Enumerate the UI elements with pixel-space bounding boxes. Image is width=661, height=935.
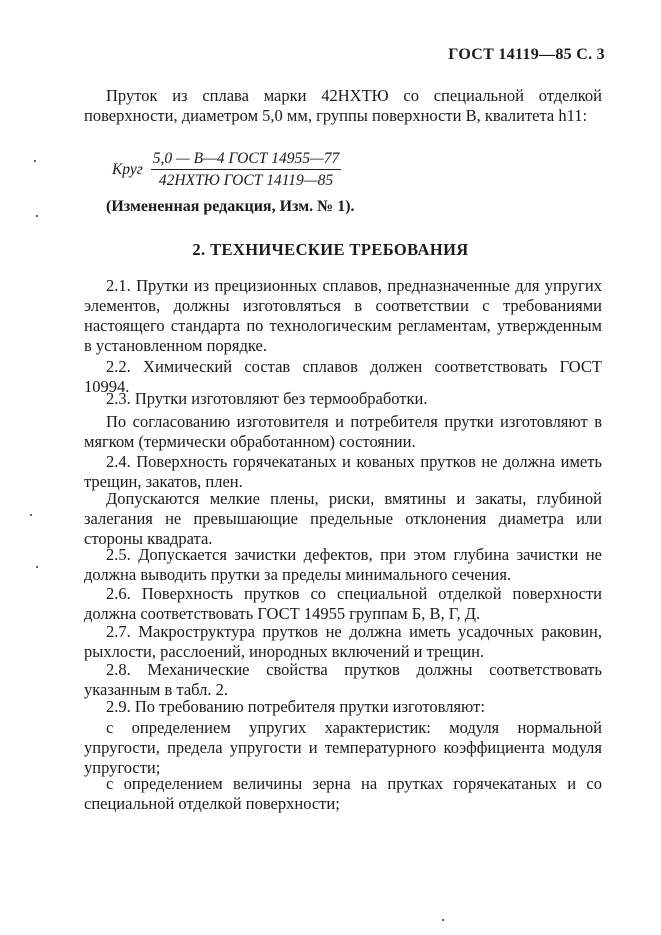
paragraph-2-3-note: По согласованию изготовителя и потребителя прутки изготовляют в мягком (термически обработанном) состоянии. xyxy=(84,412,602,451)
formula-numerator: 5,0 — В—4 ГОСТ 14955—77 xyxy=(151,150,341,170)
formula-fraction xyxy=(151,150,341,190)
paragraph-2-7: 2.7. Макроструктура прутков не должна иметь усадочных раковин, рыхлости, расслоений, инородных включений и трещин. xyxy=(84,622,602,661)
paragraph-2-5: 2.5. Допускается зачистки дефектов, при этом глубина зачистки не должна выводить прутки за пределы минимального сечения. xyxy=(84,545,602,584)
scan-speck xyxy=(30,514,32,516)
designation-formula xyxy=(112,150,341,190)
paragraph-2-8: 2.8. Механические свойства прутков должны соответствовать указанным в табл. 2. xyxy=(84,660,602,699)
formula-denominator: 42НХТЮ ГОСТ 14119—85 xyxy=(158,172,334,189)
paragraph-2-1: 2.1. Прутки из прецизионных сплавов, предназначенные для упругих элементов, должны изготовляться в соответствии с требованиями настоящего стандарта по технологическим регламентам, утвержденным в установленном порядке. xyxy=(84,276,602,355)
section-title: 2. ТЕХНИЧЕСКИЕ ТРЕБОВАНИЯ xyxy=(192,240,469,259)
paragraph-2-9-item-1: с определением упругих характеристик: модуля нормальной упругости, предела упругости и температурного коэффициента модуля упругости; xyxy=(84,718,602,777)
scan-speck xyxy=(36,215,38,217)
paragraph-2-9: 2.9. По требованию потребителя прутки изготовляют: xyxy=(106,697,485,716)
paragraph-2-2: 2.2. Химический состав сплавов должен соответствовать ГОСТ 10994. xyxy=(84,357,602,396)
page-header: ГОСТ 14119—85 С. 3 xyxy=(448,46,605,63)
scan-speck xyxy=(36,566,38,568)
paragraph-2-6: 2.6. Поверхность прутков со специальной отделкой поверхности должна соответствовать ГОСТ 14955 группам Б, В, Г, Д. xyxy=(84,584,602,623)
scan-speck xyxy=(442,919,444,921)
paragraph-2-9-item-2: с определением величины зерна на прутках горячекатаных и со специальной отделкой поверхности; xyxy=(84,774,602,813)
scan-speck xyxy=(34,160,36,162)
paragraph-2-4: 2.4. Поверхность горячекатаных и кованых прутков не должна иметь трещин, закатов, плен. xyxy=(84,452,602,491)
formula-label: Круг xyxy=(112,161,143,178)
paragraph-2-4-note: Допускаются мелкие плены, риски, вмятины и закаты, глубиной залегания не превышающие предельные отклонения диаметра или стороны квадрата. xyxy=(84,489,602,548)
paragraph-2-3: 2.3. Прутки изготовляют без термообработки. xyxy=(106,389,428,408)
amendment-note: (Измененная редакция, Изм. № 1). xyxy=(106,198,355,215)
intro-paragraph: Пруток из сплава марки 42НХТЮ со специальной отделкой поверхности, диаметром 5,0 мм, группы поверхности В, квалитета h11: xyxy=(84,86,602,125)
